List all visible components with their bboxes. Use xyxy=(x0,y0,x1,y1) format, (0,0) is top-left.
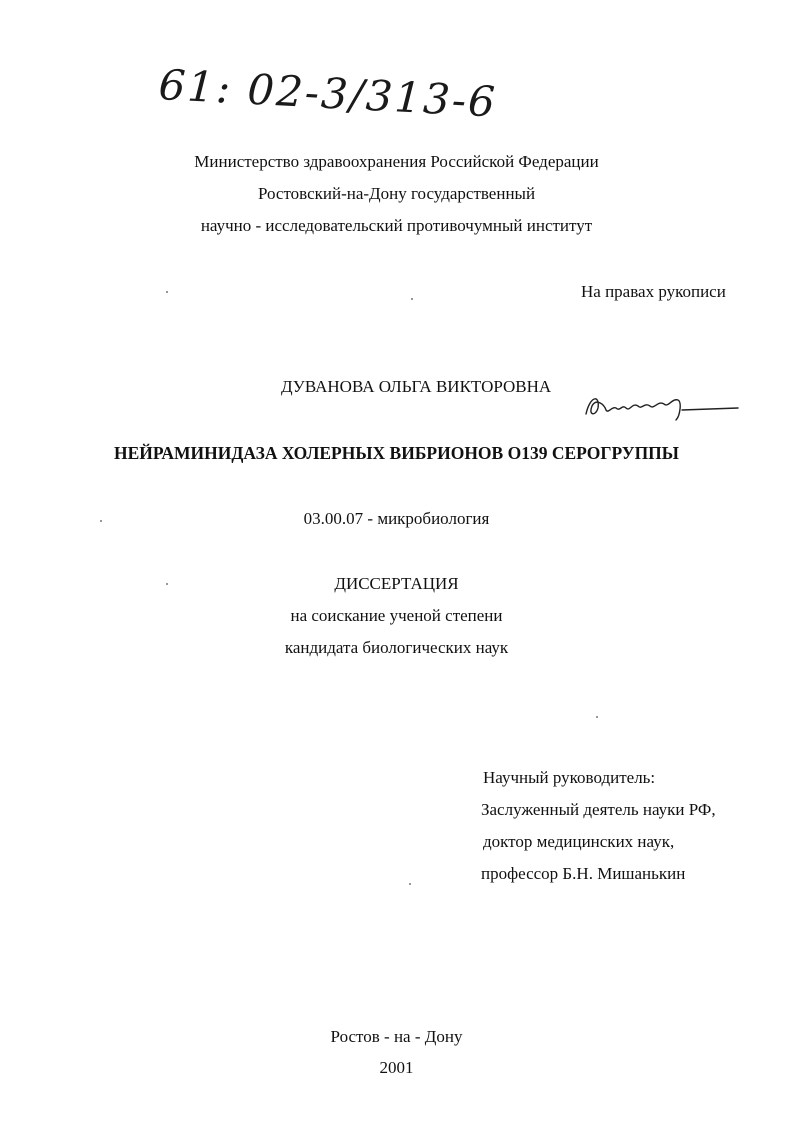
archive-number-handwritten: 61: 02-3/313-6 xyxy=(157,60,499,127)
ministry-line: Министерство здравоохранения Российской Федерации xyxy=(194,152,599,171)
dissertation-title: НЕЙРАМИНИДАЗА ХОЛЕРНЫХ ВИБРИОНОВ О139 СЕРОГРУППЫ xyxy=(114,443,679,463)
supervisor-line-1: Заслуженный деятель науки РФ, xyxy=(481,800,716,819)
scan-speck xyxy=(596,716,598,718)
document-type-heading: ДИССЕРТАЦИЯ xyxy=(334,574,459,593)
scan-speck xyxy=(100,520,102,522)
scan-speck xyxy=(166,583,168,585)
degree-line-2: кандидата биологических наук xyxy=(284,638,509,657)
degree-line-1: на соискание ученой степени xyxy=(290,606,503,625)
specialty-code: 03.00.07 - микробиология xyxy=(303,509,490,528)
institute-line-1: Ростовский-на-Дону государственный xyxy=(257,184,536,203)
scan-speck xyxy=(411,298,413,300)
publication-year: 2001 xyxy=(379,1058,414,1077)
manuscript-rights-note: На правах рукописи xyxy=(581,282,726,301)
scan-speck xyxy=(166,291,168,293)
author-signature xyxy=(582,386,742,426)
supervisor-line-2: доктор медицинских наук, xyxy=(483,832,675,851)
supervisor-line-3: профессор Б.Н. Мишанькин xyxy=(481,864,686,883)
author-name: ДУВАНОВА ОЛЬГА ВИКТОРОВНА xyxy=(281,377,552,396)
institute-line-2: научно - исследовательский противочумный институт xyxy=(200,216,593,235)
scan-speck xyxy=(409,883,411,885)
publication-place: Ростов - на - Дону xyxy=(330,1027,463,1046)
supervisor-label: Научный руководитель: xyxy=(483,768,656,787)
